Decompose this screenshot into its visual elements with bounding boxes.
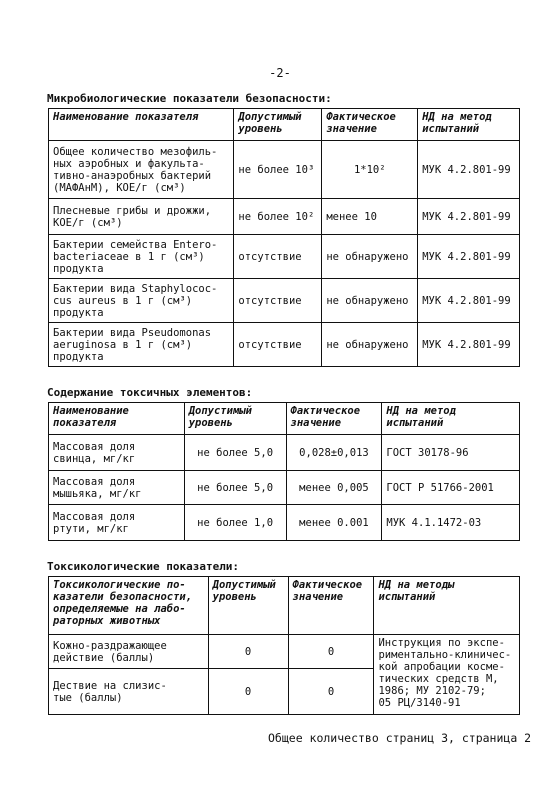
table-row [49, 505, 520, 541]
col-header-method: НД на метод испытаний [382, 403, 520, 435]
table-row [49, 323, 520, 367]
allowed-level: 0 [208, 669, 288, 715]
table-row [49, 471, 520, 505]
micro-table [48, 108, 520, 367]
toxic-table [48, 402, 520, 541]
actual-value: не обнаружено [322, 235, 418, 279]
col-header-name: Токсикологические по- казатели безопасности, определяемые на лабо- раторных животных [49, 577, 209, 635]
table-row [49, 435, 520, 471]
method: Инструкция по экспе- риментально-клиничес- кой апробации космe- тических средств М, 1986; МУ 2102-79; 05 РЦ/3140-91 [374, 635, 520, 715]
method: ГОСТ Р 51766-2001 [382, 471, 520, 505]
actual-value: 0 [288, 635, 374, 669]
table-row [49, 141, 520, 199]
allowed-level: отсутствие [234, 323, 322, 367]
indicator-name: Кожно-раздражающее действие (баллы) [49, 635, 209, 669]
toxic-section-title: Содержание токсичных элементов: [47, 386, 253, 399]
allowed-level: не более 10³ [234, 141, 322, 199]
allowed-level: отсутствие [234, 279, 322, 323]
allowed-level: не более 5,0 [184, 435, 286, 471]
col-header-method: НД на метод испытаний [418, 109, 520, 141]
page-footer: Общее количество страниц 3, страница 2 [268, 731, 532, 745]
col-header-name: Наименование показателя [49, 403, 185, 435]
indicator-name: Общее количество мезофиль- ных аэробных и факульта- тивно-анаэробных бактерий (МАФАнМ), КОЕ/г (см³) [49, 141, 234, 199]
indicator-name: Массовая доля ртути, мг/кг [49, 505, 185, 541]
method: МУК 4.2.801-99 [418, 279, 520, 323]
col-header-actual: Фактическое значение [288, 577, 374, 635]
allowed-level: 0 [208, 635, 288, 669]
allowed-level: не более 5,0 [184, 471, 286, 505]
col-header-allowed: Допустимый уровень [184, 403, 286, 435]
indicator-name: Плесневые грибы и дрожжи, КОЕ/г (см³) [49, 199, 234, 235]
table-row [49, 635, 520, 669]
actual-value: не обнаружено [322, 323, 418, 367]
allowed-level: не более 1,0 [184, 505, 286, 541]
col-header-allowed: Допустимый уровень [234, 109, 322, 141]
table-header-row [49, 109, 520, 141]
micro-section-title: Микробиологические показатели безопасности: [47, 92, 332, 105]
allowed-level: не более 10² [234, 199, 322, 235]
actual-value: менее 0.001 [286, 505, 382, 541]
actual-value: 0 [288, 669, 374, 715]
col-header-actual: Фактическое значение [286, 403, 382, 435]
indicator-name: Массовая доля свинца, мг/кг [49, 435, 185, 471]
toxicol-section-title: Токсикологические показатели: [47, 560, 240, 573]
col-header-method: НД на методы испытаний [374, 577, 520, 635]
table-row [49, 199, 520, 235]
actual-value: 0,028±0,013 [286, 435, 382, 471]
col-header-allowed: Допустимый уровень [208, 577, 288, 635]
table-row [49, 279, 520, 323]
actual-value: менее 0,005 [286, 471, 382, 505]
col-header-actual: Фактическое значение [322, 109, 418, 141]
method: МУК 4.2.801-99 [418, 235, 520, 279]
actual-value: не обнаружено [322, 279, 418, 323]
page-number: -2- [269, 66, 291, 80]
indicator-name: Массовая доля мышьяка, мг/кг [49, 471, 185, 505]
allowed-level: отсутствие [234, 235, 322, 279]
method: МУК 4.2.801-99 [418, 199, 520, 235]
indicator-name: Бактерии семейства Entero- bacteriaceae в 1 г (см³) продукта [49, 235, 234, 279]
indicator-name: Бактерии вида Pseudomonas aeruginosa в 1 г (см³) продукта [49, 323, 234, 367]
table-row [49, 235, 520, 279]
method: МУК 4.2.801-99 [418, 141, 520, 199]
table-header-row [49, 577, 520, 635]
table-header-row [49, 403, 520, 435]
method: МУК 4.2.801-99 [418, 323, 520, 367]
method: МУК 4.1.1472-03 [382, 505, 520, 541]
col-header-name: Наименование показателя [49, 109, 234, 141]
actual-value: менее 10 [322, 199, 418, 235]
method: ГОСТ 30178-96 [382, 435, 520, 471]
indicator-name: Бактерии вида Staphylococ- cus aureus в 1 г (см³) продукта [49, 279, 234, 323]
indicator-name: Дествие на слизис- тые (баллы) [49, 669, 209, 715]
toxicol-table [48, 576, 520, 715]
actual-value: 1*10² [322, 141, 418, 199]
